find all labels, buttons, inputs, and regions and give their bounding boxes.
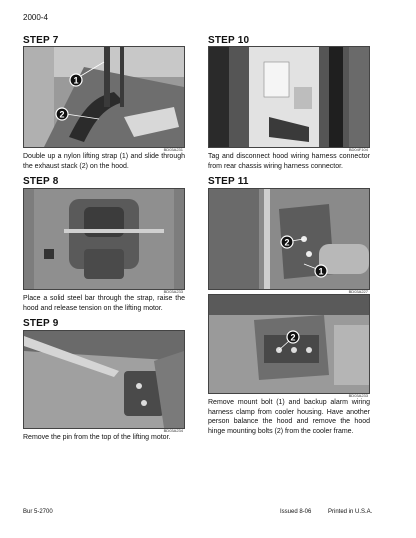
step-10-caption: Tag and disconnect hood wiring harness connector from rear chassis wiring harness connector. (208, 153, 370, 170)
step-11-caption: Remove mount bolt (1) and backup alarm wiring harness clamp from cooler housing. Have another person balance the hood and remove the hood hinge mounting bolts (2) from the cooler frame. (208, 399, 370, 435)
step-10-image-code: BD04F104 (348, 147, 368, 152)
svg-text:1: 1 (318, 266, 324, 277)
step-8-photo (23, 188, 185, 290)
step-10-title: STEP 10 (208, 35, 250, 46)
svg-text:2: 2 (59, 109, 65, 120)
step-11-title: STEP 11 (208, 176, 249, 187)
step-8-title: STEP 8 (23, 176, 59, 187)
svg-text:2: 2 (290, 332, 296, 343)
step-11-photo-top (208, 188, 370, 290)
footer-model: Bur 5-2700 (23, 509, 53, 515)
step-9-caption: Remove the pin from the top of the lifting motor. (23, 434, 171, 441)
step-8-caption: Place a solid steel bar through the strap, raise the hood and release tension on the lifting motor. (23, 295, 185, 312)
step-7-photo (23, 46, 185, 148)
step-7-title: STEP 7 (23, 35, 59, 46)
step-7-caption: Double up a nylon lifting strap (1) and slide through the exhaust stack (2) on the hood. (23, 153, 185, 170)
page-number: 2000-4 (23, 13, 48, 22)
step-11-image-code-2: BD03A233 (348, 393, 368, 398)
step-9-photo (23, 330, 185, 429)
step-10-photo (208, 46, 370, 148)
step-11-photo-bottom (208, 294, 370, 394)
footer-issued: Issued 8-06 (280, 509, 312, 515)
svg-text:1: 1 (73, 75, 79, 86)
step-11-image-code: BD03A227 (348, 289, 368, 294)
svg-text:2: 2 (284, 237, 290, 248)
footer-printed: Printed in U.S.A. (328, 509, 373, 515)
step-9-title: STEP 9 (23, 318, 59, 329)
step-8-image-code: BD03A233 (163, 289, 183, 294)
step-7-image-code: BD03A231 (163, 147, 183, 152)
step-9-image-code: BD03A234 (163, 428, 183, 433)
